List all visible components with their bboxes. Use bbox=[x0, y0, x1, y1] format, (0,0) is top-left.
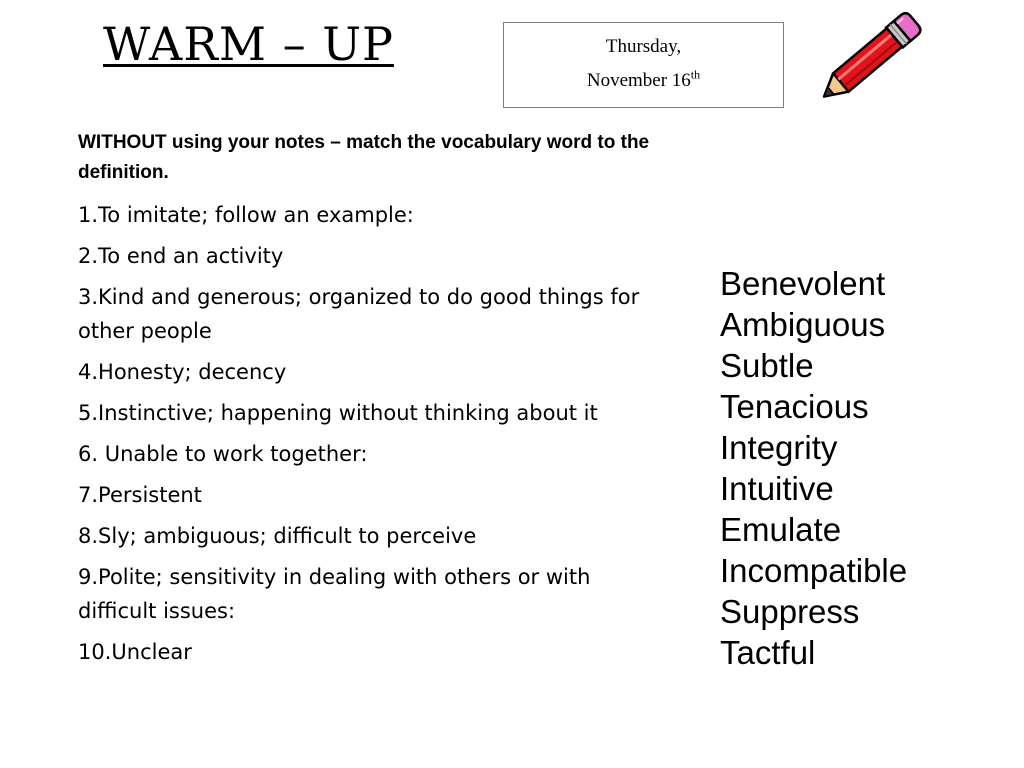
word-bank-item: Tactful bbox=[720, 634, 816, 671]
word-bank-item: Subtle bbox=[720, 347, 814, 384]
instructions: WITHOUT using your notes – match the vocabulary word to the definition. bbox=[78, 132, 650, 183]
word-bank-item: Integrity bbox=[720, 429, 838, 466]
date-weekday: Thursday, bbox=[605, 36, 682, 57]
word-bank-item: Benevolent bbox=[720, 265, 886, 302]
definition-item: 9.Polite; sensitivity in dealing with others or with difficult issues: bbox=[78, 565, 591, 623]
definition-item: 2.To end an activity bbox=[78, 244, 284, 268]
word-bank-item: Tenacious bbox=[720, 388, 869, 425]
word-bank bbox=[720, 263, 907, 673]
definition-item: 4.Honesty; decency bbox=[78, 360, 287, 384]
date-box bbox=[503, 22, 784, 108]
definition-item: 7.Persistent bbox=[78, 483, 202, 507]
date-line bbox=[504, 64, 783, 98]
word-bank-item: Intuitive bbox=[720, 470, 834, 507]
definition-item: 8.Sly; ambiguous; difficult to perceive bbox=[78, 524, 477, 548]
word-bank-item: Incompatible bbox=[720, 552, 908, 589]
definition-list bbox=[78, 198, 658, 676]
definition-item: 5.Instinctive; happening without thinking about it bbox=[78, 401, 598, 425]
definition-item: 6. Unable to work together: bbox=[78, 442, 368, 466]
definition-item: 1.To imitate; follow an example: bbox=[78, 203, 414, 227]
word-bank-item: Suppress bbox=[720, 593, 860, 630]
page-title: WARM – UP bbox=[103, 17, 394, 71]
word-bank-item: Emulate bbox=[720, 511, 842, 548]
definition-item: 3.Kind and generous; organized to do good things for other people bbox=[78, 285, 640, 343]
date-suffix: th bbox=[690, 67, 701, 82]
pencil-icon bbox=[812, 10, 928, 106]
word-bank-item: Ambiguous bbox=[720, 306, 886, 343]
date-month-day: November 16 bbox=[586, 70, 691, 91]
definition-item: 10.Unclear bbox=[78, 640, 192, 664]
